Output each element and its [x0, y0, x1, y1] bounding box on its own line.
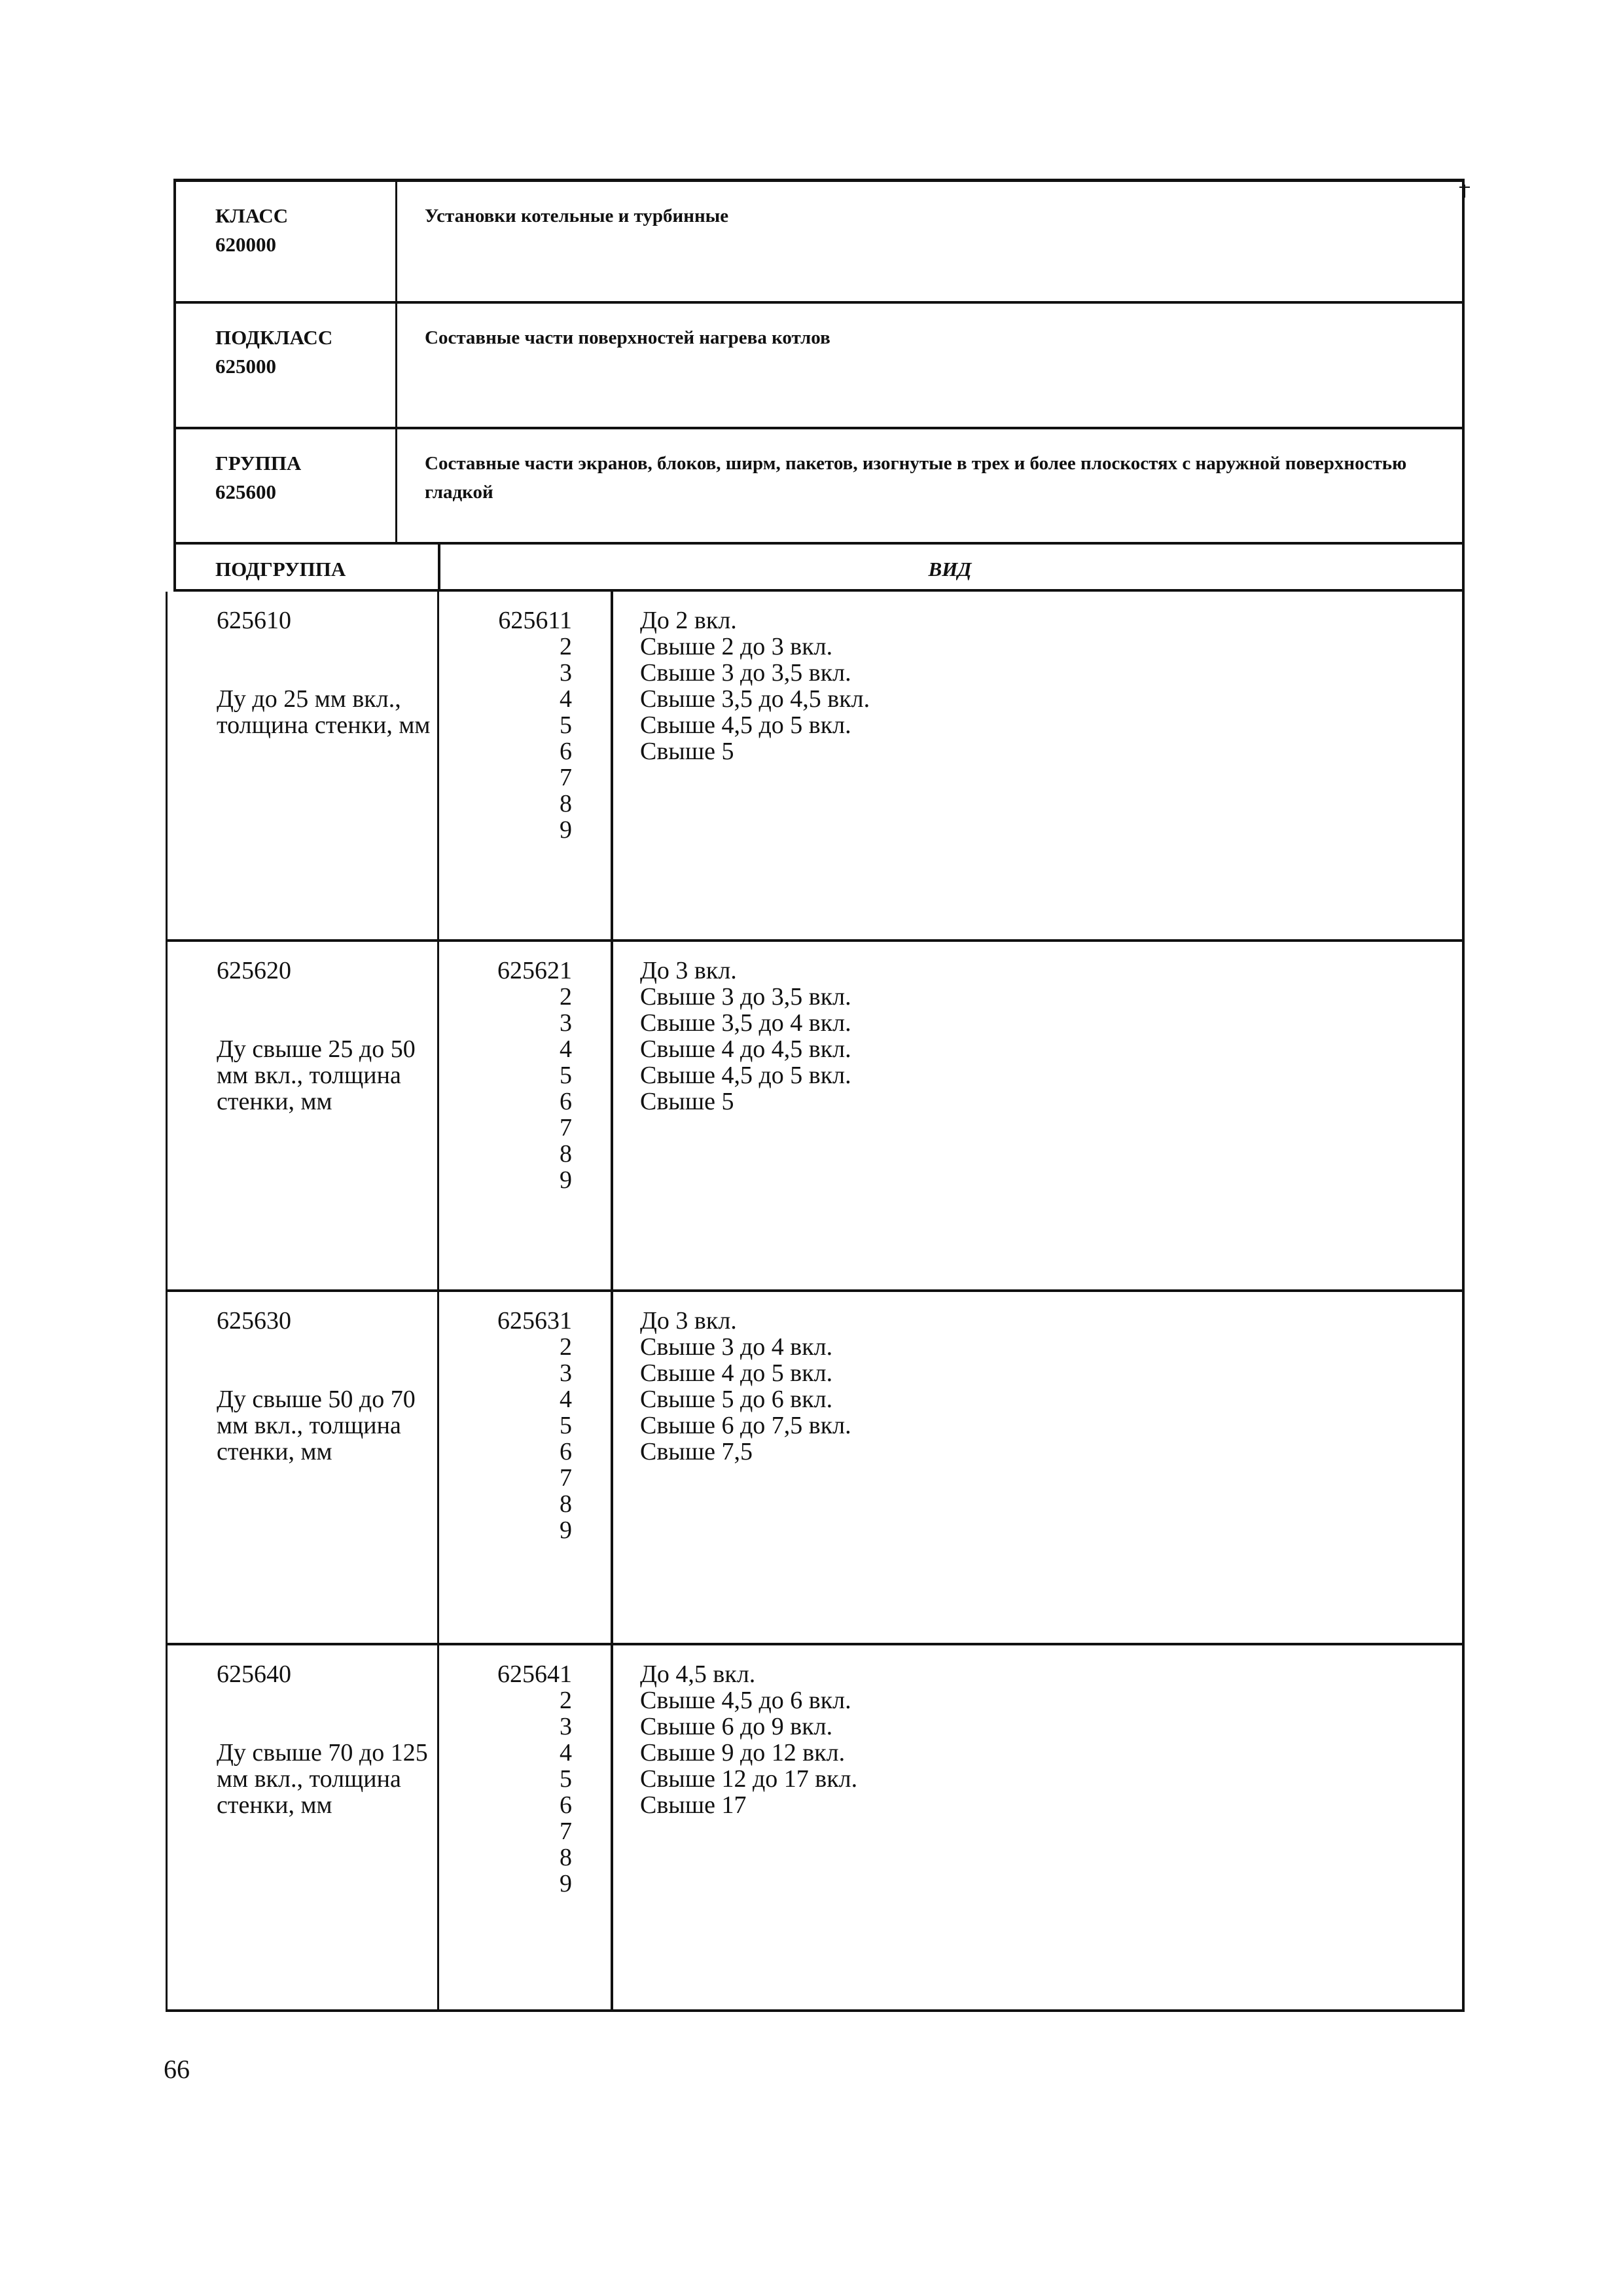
type-code: 4 [560, 1035, 572, 1063]
type-value: Свыше 6 до 9 вкл. [640, 1713, 833, 1740]
type-value: Свыше 2 до 3 вкл. [640, 633, 833, 660]
type-code: 2 [560, 633, 572, 660]
type-code: 5 [560, 1412, 572, 1439]
type-code: 625641 [497, 1660, 572, 1688]
table-header [173, 542, 1465, 592]
subgroup-code: 625640 [217, 1660, 291, 1688]
subgroup-description: Ду свыше 70 до 125 мм вкл., толщина стенки, мм [217, 1739, 428, 1819]
type-code: 4 [560, 685, 572, 713]
type-code: 7 [560, 1464, 572, 1492]
type-value: Свыше 4 до 5 вкл. [640, 1359, 833, 1387]
type-code: 9 [560, 816, 572, 844]
type-code: 8 [560, 1844, 572, 1871]
type-code: 2 [560, 1333, 572, 1361]
type-code: 7 [560, 1818, 572, 1845]
type-code: 9 [560, 1516, 572, 1544]
type-code: 625621 [497, 957, 572, 984]
column-divider [611, 1645, 613, 2009]
type-value: До 2 вкл. [640, 607, 737, 634]
type-code: 2 [560, 983, 572, 1011]
type-code: 6 [560, 1088, 572, 1115]
type-values-cell [640, 1308, 851, 1465]
table-row [166, 592, 1465, 942]
column-divider [437, 1292, 439, 1643]
type-code: 3 [560, 1359, 572, 1387]
type-values-cell [640, 607, 870, 764]
column-divider [437, 942, 439, 1289]
group-code: 625600 [215, 480, 276, 503]
subclass-label: ПОДКЛАСС [215, 326, 333, 349]
subgroup-code: 625630 [217, 1307, 291, 1335]
table-row [166, 942, 1465, 1292]
type-codes-cell [441, 607, 572, 843]
subgroup-description: Ду свыше 50 до 70 мм вкл., толщина стенки, мм [217, 1386, 416, 1465]
type-code: 8 [560, 1140, 572, 1168]
type-code: 6 [560, 1791, 572, 1819]
type-value: Свыше 5 [640, 738, 734, 765]
class-label-cell [176, 182, 397, 301]
subgroup-cell [217, 607, 433, 738]
type-value: Свыше 4,5 до 5 вкл. [640, 1062, 851, 1089]
type-value: Свыше 5 [640, 1088, 734, 1115]
type-code: 6 [560, 1438, 572, 1465]
type-value: Свыше 3 до 4 вкл. [640, 1333, 833, 1361]
type-code: 6 [560, 738, 572, 765]
class-block [173, 179, 1465, 301]
table-row [166, 1645, 1465, 2012]
type-value: Свыше 5 до 6 вкл. [640, 1386, 833, 1413]
group-block [173, 427, 1465, 542]
type-code: 8 [560, 790, 572, 817]
class-label: КЛАСС [215, 204, 289, 227]
type-code: 9 [560, 1166, 572, 1194]
subgroup-cell [217, 1308, 433, 1465]
type-value: Свыше 12 до 17 вкл. [640, 1765, 858, 1793]
column-subgroup-header: ПОДГРУППА [215, 558, 346, 581]
type-value: Свыше 17 [640, 1791, 747, 1819]
type-code: 5 [560, 1765, 572, 1793]
type-value: Свыше 3,5 до 4,5 вкл. [640, 685, 870, 713]
table-row [166, 1292, 1465, 1645]
page-number: 66 [164, 2054, 190, 2084]
type-code: 4 [560, 1739, 572, 1767]
type-code: 2 [560, 1687, 572, 1714]
type-value: До 3 вкл. [640, 957, 737, 984]
column-divider [437, 592, 439, 939]
type-code: 3 [560, 1713, 572, 1740]
type-code: 9 [560, 1870, 572, 1897]
type-value: Свыше 3,5 до 4 вкл. [640, 1009, 851, 1037]
type-value: Свыше 9 до 12 вкл. [640, 1739, 846, 1767]
subclass-title: Составные части поверхностей нагрева котлов [425, 327, 830, 348]
subclass-block [173, 301, 1465, 427]
group-label-cell [176, 429, 397, 542]
type-codes-cell [441, 1308, 572, 1543]
type-code: 5 [560, 1062, 572, 1089]
type-code: 625631 [497, 1307, 572, 1335]
type-value: Свыше 4 до 4,5 вкл. [640, 1035, 851, 1063]
type-code: 4 [560, 1386, 572, 1413]
column-divider [611, 1292, 613, 1643]
type-value: Свыше 6 до 7,5 вкл. [640, 1412, 851, 1439]
type-code: 3 [560, 659, 572, 687]
type-code: 3 [560, 1009, 572, 1037]
type-code: 8 [560, 1490, 572, 1518]
subgroup-code: 625610 [217, 607, 291, 634]
type-values-cell [640, 1661, 857, 1818]
column-divider [437, 1645, 439, 2009]
type-code: 7 [560, 1114, 572, 1141]
type-values-cell [640, 958, 851, 1115]
subclass-label-cell [176, 304, 397, 427]
type-code: 7 [560, 764, 572, 791]
subgroup-description: Ду до 25 мм вкл., толщина стенки, мм [217, 685, 431, 739]
subgroup-cell [217, 958, 433, 1115]
type-value: Свыше 4,5 до 6 вкл. [640, 1687, 851, 1714]
subgroup-code: 625620 [217, 957, 291, 984]
type-value: До 4,5 вкл. [640, 1660, 756, 1688]
column-divider [611, 942, 613, 1289]
subgroup-description: Ду свыше 25 до 50 мм вкл., толщина стенки, мм [217, 1035, 416, 1115]
type-code: 5 [560, 711, 572, 739]
type-codes-cell [441, 958, 572, 1193]
type-value: Свыше 3 до 3,5 вкл. [640, 659, 851, 687]
column-type-header: ВИД [928, 558, 972, 581]
subgroup-cell [217, 1661, 433, 1818]
type-value: Свыше 4,5 до 5 вкл. [640, 711, 851, 739]
type-code: 625611 [498, 607, 572, 634]
type-codes-cell [441, 1661, 572, 1897]
type-value: До 3 вкл. [640, 1307, 737, 1335]
group-label: ГРУППА [215, 452, 302, 475]
class-code: 620000 [215, 233, 276, 256]
column-divider [611, 592, 613, 939]
class-title: Установки котельные и турбинные [425, 206, 729, 226]
type-value: Свыше 7,5 [640, 1438, 753, 1465]
type-value: Свыше 3 до 3,5 вкл. [640, 983, 851, 1011]
subclass-code: 625000 [215, 355, 276, 378]
group-title: Составные части экранов, блоков, ширм, пакетов, изогнутые в трех и более плоскостях с наружной поверхностью гладкой [425, 453, 1407, 503]
